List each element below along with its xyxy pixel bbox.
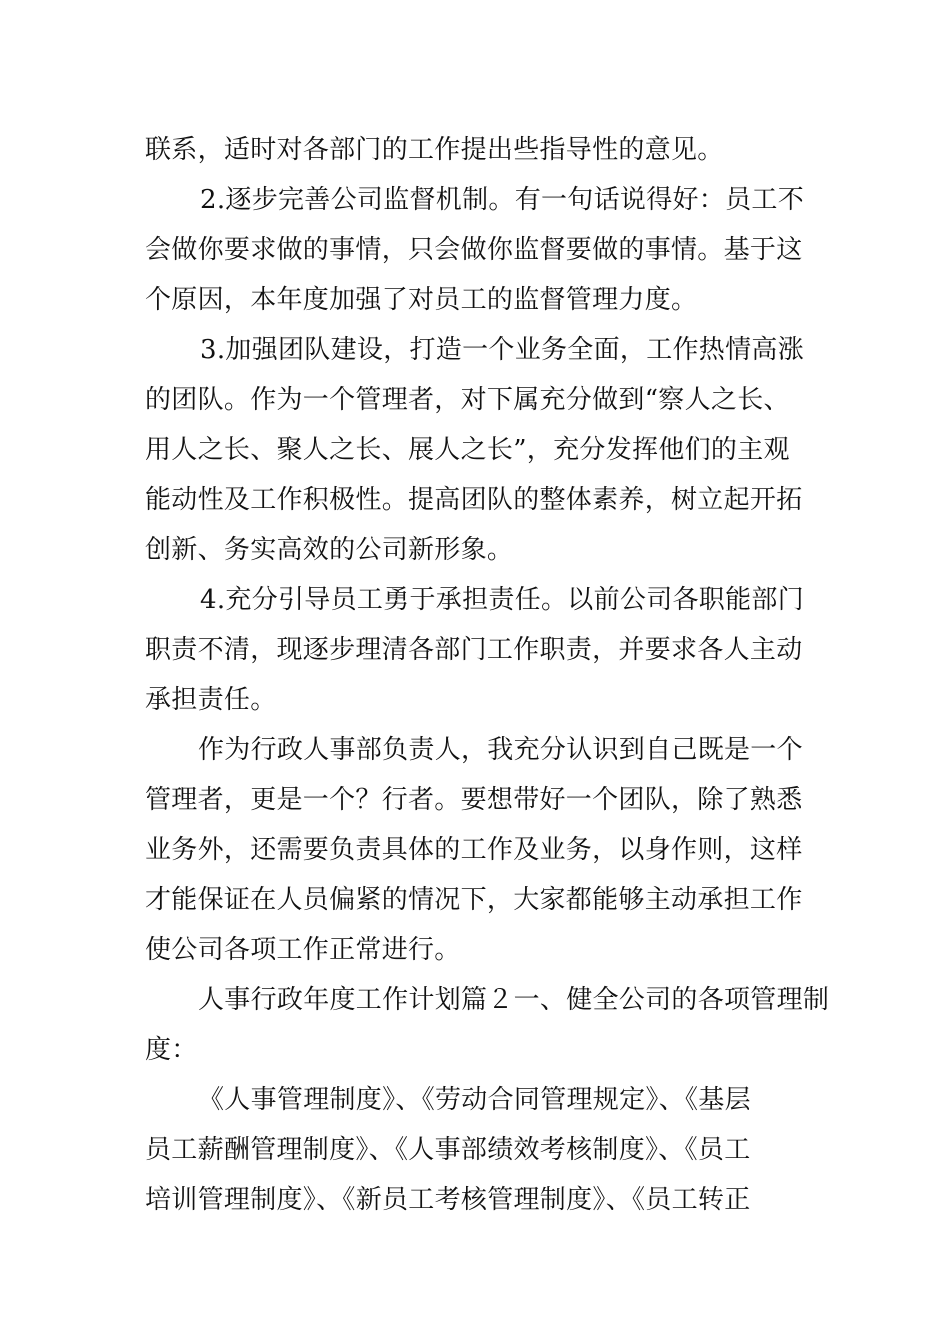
text-line: 才能保证在人员偏紧的情况下，大家都能够主动承担工作 (145, 885, 803, 915)
text-line: 度： (145, 1035, 198, 1065)
text-line: 联系，适时对各部门的工作提出些指导性的意见。 (145, 135, 724, 165)
text-line: 4.充分引导员工勇于承担责任。以前公司各职能部门 (200, 585, 805, 615)
text-line: 3.加强团队建设，打造一个业务全面，工作热情高涨 (200, 335, 805, 365)
text-line: 作为行政人事部负责人，我充分认识到自己既是一个 (198, 735, 803, 765)
text-line: 管理者，更是一个？行者。要想带好一个团队，除了熟悉 (145, 785, 803, 815)
text-line: 2.逐步完善公司监督机制。有一句话说得好：员工不 (200, 185, 805, 215)
text-line: 培训管理制度》、《新员工考核管理制度》、《员工转正 (145, 1185, 751, 1215)
text-line: 承担责任。 (145, 685, 277, 715)
text-line: 业务外，还需要负责具体的工作及业务，以身作则，这样 (145, 835, 803, 865)
text-line: 创新、务实高效的公司新形象。 (145, 535, 514, 565)
text-line: 的团队。作为一个管理者，对下属充分做到“察人之长、 (145, 385, 790, 415)
text-line: 职责不清，现逐步理清各部门工作职责，并要求各人主动 (145, 635, 803, 665)
text-line: 员工薪酬管理制度》、《人事部绩效考核制度》、《员工 (145, 1135, 751, 1165)
text-line: 个原因，本年度加强了对员工的监督管理力度。 (145, 285, 698, 315)
text-line: 会做你要求做的事情，只会做你监督要做的事情。基于这 (145, 235, 803, 265)
text-line: 《人事管理制度》、《劳动合同管理规定》、《基层 (198, 1085, 751, 1115)
text-line: 人事行政年度工作计划篇２一、健全公司的各项管理制 (198, 985, 830, 1015)
text-line: 用人之长、聚人之长、展人之长”，充分发挥他们的主观 (145, 435, 790, 465)
text-line: 使公司各项工作正常进行。 (145, 935, 461, 965)
text-line: 能动性及工作积极性。提高团队的整体素养，树立起开拓 (145, 485, 803, 515)
